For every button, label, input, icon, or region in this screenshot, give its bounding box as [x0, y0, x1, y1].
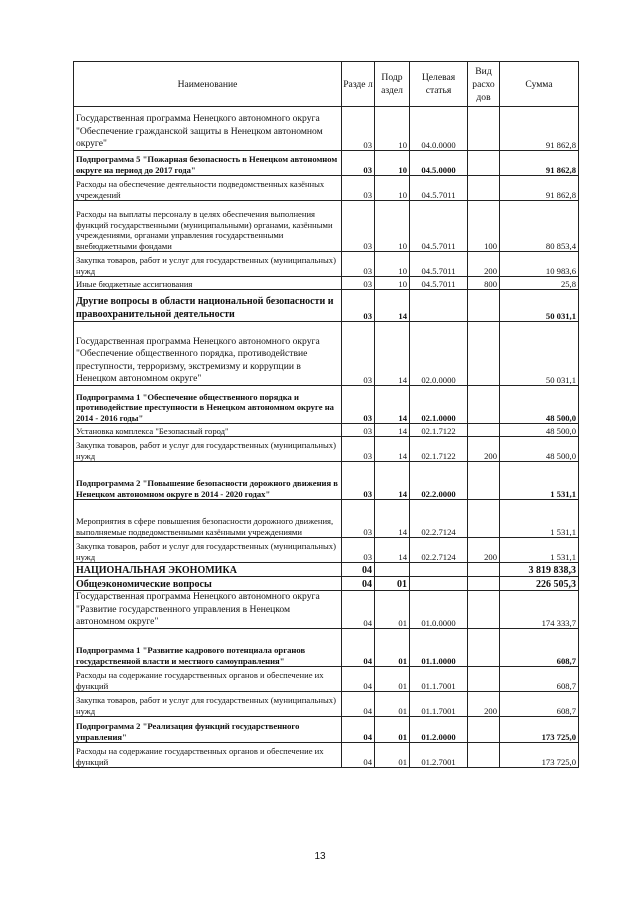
table-header-row: [74, 62, 579, 107]
row-target: 01.2.7001: [410, 743, 468, 768]
row-expense-type: [468, 743, 500, 768]
row-name: Подпрограмма 1 "Развитие кадрового потенциала органов государственной власти и местного самоуправления": [74, 629, 342, 667]
row-name: Подпрограмма 5 "Пожарная безопасность в Ненецком автономном округе на период до 2017 года": [74, 151, 342, 176]
row-expense-type: [468, 424, 500, 437]
row-target: [410, 290, 468, 322]
row-name: Расходы на содержание государственных органов и обеспечение их функций: [74, 743, 342, 768]
row-subsection: 01: [375, 743, 410, 768]
row-amount: 91 862,8: [500, 107, 579, 151]
row-name: Расходы на выплаты персоналу в целях обеспечения выполнения функций государственными (муниципальными) органами, казёнными учреждениями, органами управления государственными внебюджетными фондами: [74, 201, 342, 252]
row-target: 02.1.0000: [410, 386, 468, 424]
row-section: 03: [342, 107, 375, 151]
row-expense-type: 200: [468, 252, 500, 277]
row-target: 04.5.0000: [410, 151, 468, 176]
row-subsection: 14: [375, 424, 410, 437]
row-target: 02.0.0000: [410, 322, 468, 386]
row-name: Закупка товаров, работ и услуг для государственных (муниципальных) нужд: [74, 692, 342, 717]
row-section: 04: [342, 743, 375, 768]
row-name: Подпрограмма 1 "Обеспечение общественного порядка и противодействие преступности в Ненецком автономном округе на 2014 - 2016 годы": [74, 386, 342, 424]
table-row: [74, 743, 579, 768]
table-row: [74, 151, 579, 176]
row-section: 04: [342, 692, 375, 717]
row-section: 04: [342, 563, 375, 577]
table-row: [74, 290, 579, 322]
table-row: [74, 176, 579, 201]
table-body: [74, 107, 579, 768]
row-name: Общеэкономические вопросы: [74, 577, 342, 591]
row-amount: 174 333,7: [500, 591, 579, 629]
row-expense-type: 200: [468, 437, 500, 462]
page-number: 13: [314, 851, 326, 862]
row-amount: 608,7: [500, 692, 579, 717]
row-subsection: 14: [375, 322, 410, 386]
row-expense-type: [468, 386, 500, 424]
header-name: Наименование: [74, 62, 342, 107]
row-subsection: 14: [375, 386, 410, 424]
header-expense-type: Вид расхо дов: [468, 62, 500, 107]
row-section: 03: [342, 151, 375, 176]
row-amount: 1 531,1: [500, 462, 579, 500]
row-amount: 50 031,1: [500, 290, 579, 322]
row-subsection: 14: [375, 500, 410, 538]
table-row: [74, 717, 579, 743]
row-subsection: 10: [375, 107, 410, 151]
budget-table: [73, 61, 579, 768]
row-name: Расходы на содержание государственных органов и обеспечение их функций: [74, 667, 342, 692]
header-subsection: Подр аздел: [375, 62, 410, 107]
row-amount: 10 983,6: [500, 252, 579, 277]
table-row: [74, 629, 579, 667]
row-target: 02.2.7124: [410, 538, 468, 563]
row-expense-type: [468, 563, 500, 577]
table-row: [74, 252, 579, 277]
row-section: 03: [342, 277, 375, 290]
row-target: 04.0.0000: [410, 107, 468, 151]
row-subsection: 01: [375, 629, 410, 667]
row-name: Государственная программа Ненецкого автономного округа "Обеспечение общественного порядка, противодействие преступности, терроризму, экстремизму и коррупции в Ненецком автономном округе": [74, 322, 342, 386]
row-name: Закупка товаров, работ и услуг для государственных (муниципальных) нужд: [74, 538, 342, 563]
row-name: Закупка товаров, работ и услуг для государственных (муниципальных) нужд: [74, 437, 342, 462]
row-subsection: 01: [375, 667, 410, 692]
row-target: 04.5.7011: [410, 201, 468, 252]
row-name: Установка комплекса "Безопасный город": [74, 424, 342, 437]
row-amount: 48 500,0: [500, 424, 579, 437]
row-expense-type: [468, 500, 500, 538]
table-row: [74, 563, 579, 577]
table-row: [74, 692, 579, 717]
row-section: 03: [342, 500, 375, 538]
table-row: [74, 667, 579, 692]
row-target: 01.1.0000: [410, 629, 468, 667]
row-name: Закупка товаров, работ и услуг для государственных (муниципальных) нужд: [74, 252, 342, 277]
row-target: 01.1.7001: [410, 692, 468, 717]
row-amount: 173 725,0: [500, 743, 579, 768]
row-amount: 91 862,8: [500, 176, 579, 201]
table-row: [74, 277, 579, 290]
row-target: 01.0.0000: [410, 591, 468, 629]
row-target: 01.2.0000: [410, 717, 468, 743]
row-target: 01.1.7001: [410, 667, 468, 692]
row-expense-type: 100: [468, 201, 500, 252]
row-expense-type: [468, 107, 500, 151]
row-amount: 48 500,0: [500, 437, 579, 462]
row-subsection: 01: [375, 591, 410, 629]
row-expense-type: [468, 667, 500, 692]
row-expense-type: 200: [468, 538, 500, 563]
row-expense-type: 200: [468, 692, 500, 717]
table-row: [74, 437, 579, 462]
row-section: 04: [342, 577, 375, 591]
table-row: [74, 462, 579, 500]
table-row: [74, 322, 579, 386]
row-target: [410, 563, 468, 577]
row-target: 02.2.7124: [410, 500, 468, 538]
row-amount: 25,8: [500, 277, 579, 290]
row-section: 03: [342, 424, 375, 437]
row-section: 04: [342, 591, 375, 629]
row-target: 02.1.7122: [410, 437, 468, 462]
row-name: НАЦИОНАЛЬНАЯ ЭКОНОМИКА: [74, 563, 342, 577]
row-target: 04.5.7011: [410, 252, 468, 277]
row-subsection: 01: [375, 692, 410, 717]
row-subsection: 14: [375, 538, 410, 563]
row-section: 03: [342, 201, 375, 252]
row-subsection: 10: [375, 176, 410, 201]
table-row: [74, 424, 579, 437]
row-target: 02.1.7122: [410, 424, 468, 437]
row-amount: 91 862,8: [500, 151, 579, 176]
row-subsection: 01: [375, 717, 410, 743]
row-subsection: 10: [375, 277, 410, 290]
row-name: Подпрограмма 2 "Повышение безопасности дорожного движения в Ненецком автономном округе в 2014 - 2020 годах": [74, 462, 342, 500]
row-section: 04: [342, 629, 375, 667]
row-target: 04.5.7011: [410, 277, 468, 290]
table-row: [74, 591, 579, 629]
row-amount: 173 725,0: [500, 717, 579, 743]
row-name: Иные бюджетные ассигнования: [74, 277, 342, 290]
row-section: 03: [342, 386, 375, 424]
row-amount: 48 500,0: [500, 386, 579, 424]
row-amount: 50 031,1: [500, 322, 579, 386]
row-name: Другие вопросы в области национальной безопасности и правоохранительной деятельности: [74, 290, 342, 322]
row-amount: 608,7: [500, 629, 579, 667]
table-row: [74, 107, 579, 151]
row-expense-type: 800: [468, 277, 500, 290]
row-expense-type: [468, 577, 500, 591]
row-section: 03: [342, 462, 375, 500]
header-section: Разде л: [342, 62, 375, 107]
row-subsection: 10: [375, 151, 410, 176]
row-amount: 608,7: [500, 667, 579, 692]
table-row: [74, 500, 579, 538]
row-subsection: [375, 563, 410, 577]
row-section: 03: [342, 252, 375, 277]
row-subsection: 14: [375, 462, 410, 500]
table-row: [74, 386, 579, 424]
row-name: Государственная программа Ненецкого автономного округа "Развитие государственного управления в Ненецком автономном округе": [74, 591, 342, 629]
row-expense-type: [468, 290, 500, 322]
row-section: 03: [342, 322, 375, 386]
table-row: [74, 538, 579, 563]
row-section: 03: [342, 176, 375, 201]
row-expense-type: [468, 462, 500, 500]
row-section: 04: [342, 667, 375, 692]
row-subsection: 14: [375, 290, 410, 322]
row-section: 03: [342, 538, 375, 563]
row-amount: 80 853,4: [500, 201, 579, 252]
row-amount: 3 819 838,3: [500, 563, 579, 577]
row-amount: 226 505,3: [500, 577, 579, 591]
row-target: 02.2.0000: [410, 462, 468, 500]
table-row: [74, 577, 579, 591]
row-expense-type: [468, 176, 500, 201]
row-amount: 1 531,1: [500, 538, 579, 563]
row-subsection: 14: [375, 437, 410, 462]
row-section: 03: [342, 437, 375, 462]
header-target: Целевая статья: [410, 62, 468, 107]
row-target: 04.5.7011: [410, 176, 468, 201]
row-expense-type: [468, 717, 500, 743]
table-row: [74, 201, 579, 252]
row-expense-type: [468, 322, 500, 386]
row-expense-type: [468, 151, 500, 176]
row-name: Мероприятия в сфере повышения безопасности дорожного движения, выполняемые подведомственными казёнными учреждениями: [74, 500, 342, 538]
row-amount: 1 531,1: [500, 500, 579, 538]
row-name: Расходы на обеспечение деятельности подведомственных казённых учреждений: [74, 176, 342, 201]
row-subsection: 01: [375, 577, 410, 591]
row-subsection: 10: [375, 252, 410, 277]
row-subsection: 10: [375, 201, 410, 252]
row-section: 03: [342, 290, 375, 322]
row-section: 04: [342, 717, 375, 743]
row-name: Государственная программа Ненецкого автономного округа "Обеспечение гражданской защиты в Ненецком автономном округе": [74, 107, 342, 151]
row-expense-type: [468, 591, 500, 629]
header-amount: Сумма: [500, 62, 579, 107]
row-expense-type: [468, 629, 500, 667]
row-name: Подпрограмма 2 "Реализация функций государственного управления": [74, 717, 342, 743]
row-target: [410, 577, 468, 591]
